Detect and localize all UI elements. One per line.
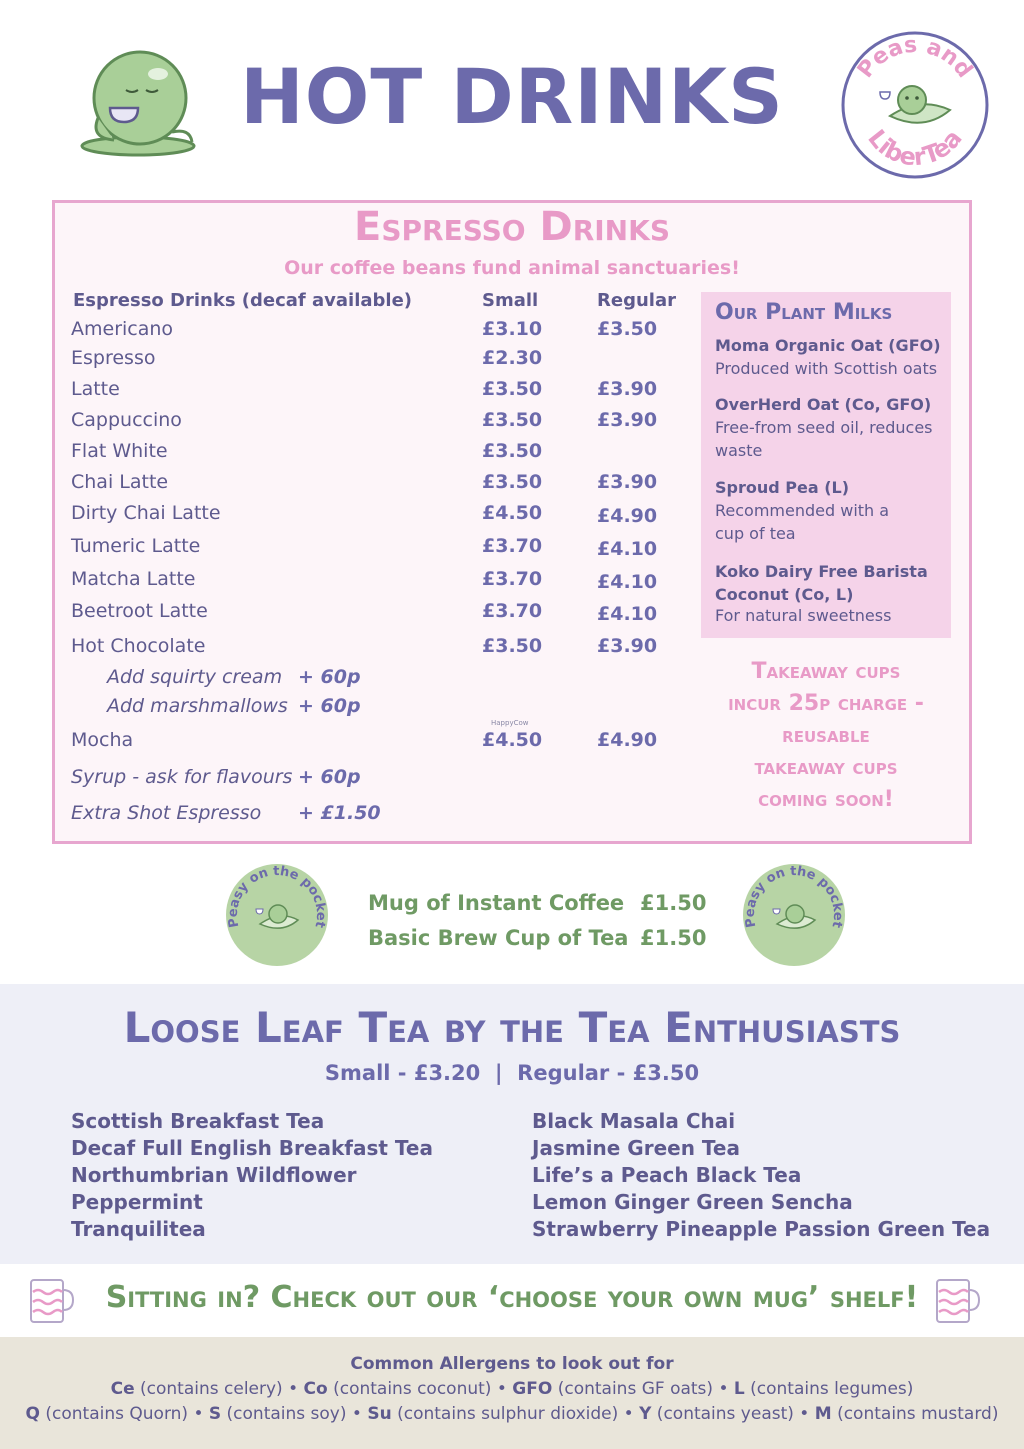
column-header-regular: Regular: [597, 290, 676, 311]
allergen-desc: (contains yeast): [651, 1404, 794, 1424]
peasy-badge-left: [224, 862, 330, 968]
allergen-sep: •: [618, 1404, 640, 1424]
tea-item: Strawberry Pineapple Passion Green Tea: [532, 1217, 991, 1241]
allergen-code: M: [814, 1404, 832, 1424]
espresso-subtitle: Our coffee beans fund animal sanctuaries!: [284, 257, 740, 279]
drink-price-small: £3.70: [482, 568, 543, 590]
addon-price: + £1.50: [298, 802, 381, 824]
drink-price-regular: £4.10: [597, 538, 658, 560]
allergen-line-1: [0, 1379, 1024, 1399]
drink-name: Dirty Chai Latte: [71, 502, 221, 524]
addon-price: + 60p: [298, 666, 361, 688]
peasy-badge-text: Peasy on the pocket: [742, 864, 846, 930]
drink-name: Hot Chocolate: [71, 635, 206, 657]
tea-item: Scottish Breakfast Tea: [71, 1109, 325, 1133]
tea-title: Loose Leaf Tea by the Tea Enthusiasts: [123, 1003, 901, 1052]
drink-price-small: £3.50: [482, 378, 543, 400]
logo-top-text: Peas and: [853, 32, 978, 83]
drink-name: Mocha: [71, 729, 134, 751]
drink-name: Beetroot Latte: [71, 600, 208, 622]
allergen-desc: (contains celery): [134, 1379, 283, 1399]
allergen-code: Q: [25, 1404, 40, 1424]
milk-name: Sproud Pea (L): [715, 478, 850, 497]
addon-name: Extra Shot Espresso: [71, 802, 262, 824]
drink-name: Cappuccino: [71, 409, 182, 431]
takeaway-line: Takeaway cups: [751, 659, 901, 684]
allergen-desc: (contains coconut): [327, 1379, 492, 1399]
addon-name: Add squirty cream: [107, 666, 283, 688]
drink-price-regular: £3.90: [597, 378, 658, 400]
peasy-item-name: Mug of Instant Coffee: [368, 891, 625, 915]
takeaway-line: coming soon!: [758, 787, 894, 812]
drink-price-small: £4.50: [482, 729, 543, 751]
drink-name: Americano: [71, 318, 174, 340]
milk-name: Koko Dairy Free Barista Coconut (Co, L): [715, 562, 928, 604]
drink-price-small: £3.70: [482, 600, 543, 622]
drink-price-regular: £4.90: [597, 505, 658, 527]
allergen-title: Common Allergens to look out for: [350, 1354, 674, 1374]
addon-name: Add marshmallows: [107, 695, 288, 717]
mug-icon: [934, 1276, 980, 1326]
allergen-code: Co: [303, 1379, 328, 1399]
tea-item: Tranquilitea: [71, 1217, 206, 1241]
takeaway-notice: [700, 656, 952, 816]
allergen-code: Ce: [110, 1379, 135, 1399]
takeaway-line: incur 25p charge -: [728, 691, 924, 716]
milk-desc: Free-from seed oil, reduces waste: [715, 418, 933, 460]
column-header-name: Espresso Drinks (decaf available): [73, 290, 413, 311]
drink-price-regular: £3.90: [597, 409, 658, 431]
allergen-desc: (contains sulphur dioxide): [391, 1404, 619, 1424]
allergen-sep: •: [188, 1404, 209, 1424]
drink-price-small: £3.10: [482, 318, 543, 340]
drink-price-small: £3.70: [482, 535, 543, 557]
drink-name: Chai Latte: [71, 471, 169, 493]
drink-price-small: £3.50: [482, 409, 543, 431]
drink-price-small: £2.30: [482, 347, 543, 369]
takeaway-line: reusable: [782, 723, 870, 748]
drink-price-regular: £4.10: [597, 571, 658, 593]
drink-price-regular: £3.90: [597, 471, 658, 493]
allergen-desc: (contains Quorn): [39, 1404, 189, 1424]
drink-name: Flat White: [71, 440, 168, 462]
drink-price-small: £4.50: [482, 502, 543, 524]
milk-desc: Produced with Scottish oats: [715, 359, 938, 378]
drink-price-small: £3.50: [482, 471, 543, 493]
peasy-item-price: £1.50: [640, 891, 707, 915]
tea-prices: Small - £3.20 | Regular - £3.50: [324, 1061, 700, 1085]
tea-item: Jasmine Green Tea: [532, 1136, 740, 1160]
milk-desc: For natural sweetness: [715, 606, 892, 625]
peasy-badge-right: [741, 862, 847, 968]
takeaway-line: takeaway cups: [754, 755, 898, 780]
drink-name: Latte: [71, 378, 120, 400]
drink-price-small: £3.50: [482, 440, 543, 462]
tea-item: Decaf Full English Breakfast Tea: [71, 1136, 433, 1160]
mug-shelf-text: Sitting in? Check out our ‘choose your own mug’ shelf!: [105, 1280, 919, 1315]
logo-bottom-text: LiberTea: [862, 124, 968, 172]
addon-price: + 60p: [298, 766, 361, 788]
allergen-sep: •: [346, 1404, 368, 1424]
page-title: HOT DRINKS: [240, 52, 784, 141]
allergen-code: GFO: [512, 1379, 553, 1399]
allergen-code: Su: [367, 1404, 392, 1424]
milk-name: Moma Organic Oat (GFO): [715, 336, 941, 355]
plant-milks-title: Our Plant Milks: [715, 300, 893, 325]
allergen-desc: (contains legumes): [744, 1379, 914, 1399]
peasy-item-name: Basic Brew Cup of Tea: [368, 926, 629, 950]
addon-price: + 60p: [298, 695, 361, 717]
drink-name: Espresso: [71, 347, 156, 369]
allergen-sep: •: [491, 1379, 513, 1399]
milk-name: OverHerd Oat (Co, GFO): [715, 395, 932, 414]
allergen-desc: (contains mustard): [831, 1404, 999, 1424]
allergen-desc: (contains soy): [221, 1404, 347, 1424]
allergen-code: Y: [639, 1404, 652, 1424]
peas-and-libertea-logo: [840, 30, 990, 180]
drink-price-small: £3.50: [482, 635, 543, 657]
milk-desc: Recommended with a cup of tea: [715, 501, 890, 543]
tea-item: Peppermint: [71, 1190, 203, 1214]
peasy-item-price: £1.50: [640, 926, 707, 950]
happycow-watermark: HappyCow: [491, 719, 529, 727]
tea-item: Northumbrian Wildflower: [71, 1163, 357, 1187]
drink-price-regular: £4.10: [597, 603, 658, 625]
allergen-code: S: [208, 1404, 222, 1424]
peasy-badge-text: Peasy on the pocket: [225, 864, 329, 930]
allergen-code: L: [733, 1379, 745, 1399]
espresso-title: Espresso Drinks: [354, 204, 670, 250]
allergen-sep: •: [793, 1404, 815, 1424]
drink-price-regular: £4.90: [597, 729, 658, 751]
column-header-small: Small: [482, 290, 539, 311]
drink-name: Tumeric Latte: [71, 535, 201, 557]
drink-name: Matcha Latte: [71, 568, 196, 590]
tea-item: Black Masala Chai: [532, 1109, 736, 1133]
addon-name: Syrup - ask for flavours: [71, 766, 293, 788]
allergen-sep: •: [713, 1379, 734, 1399]
tea-item: Life’s a Peach Black Tea: [532, 1163, 802, 1187]
allergen-sep: •: [282, 1379, 304, 1399]
allergen-line-2: [0, 1404, 1024, 1424]
drink-price-regular: £3.90: [597, 635, 658, 657]
allergen-desc: (contains GF oats): [552, 1379, 714, 1399]
drink-price-regular: £3.50: [597, 318, 658, 340]
tea-item: Lemon Ginger Green Sencha: [532, 1190, 853, 1214]
